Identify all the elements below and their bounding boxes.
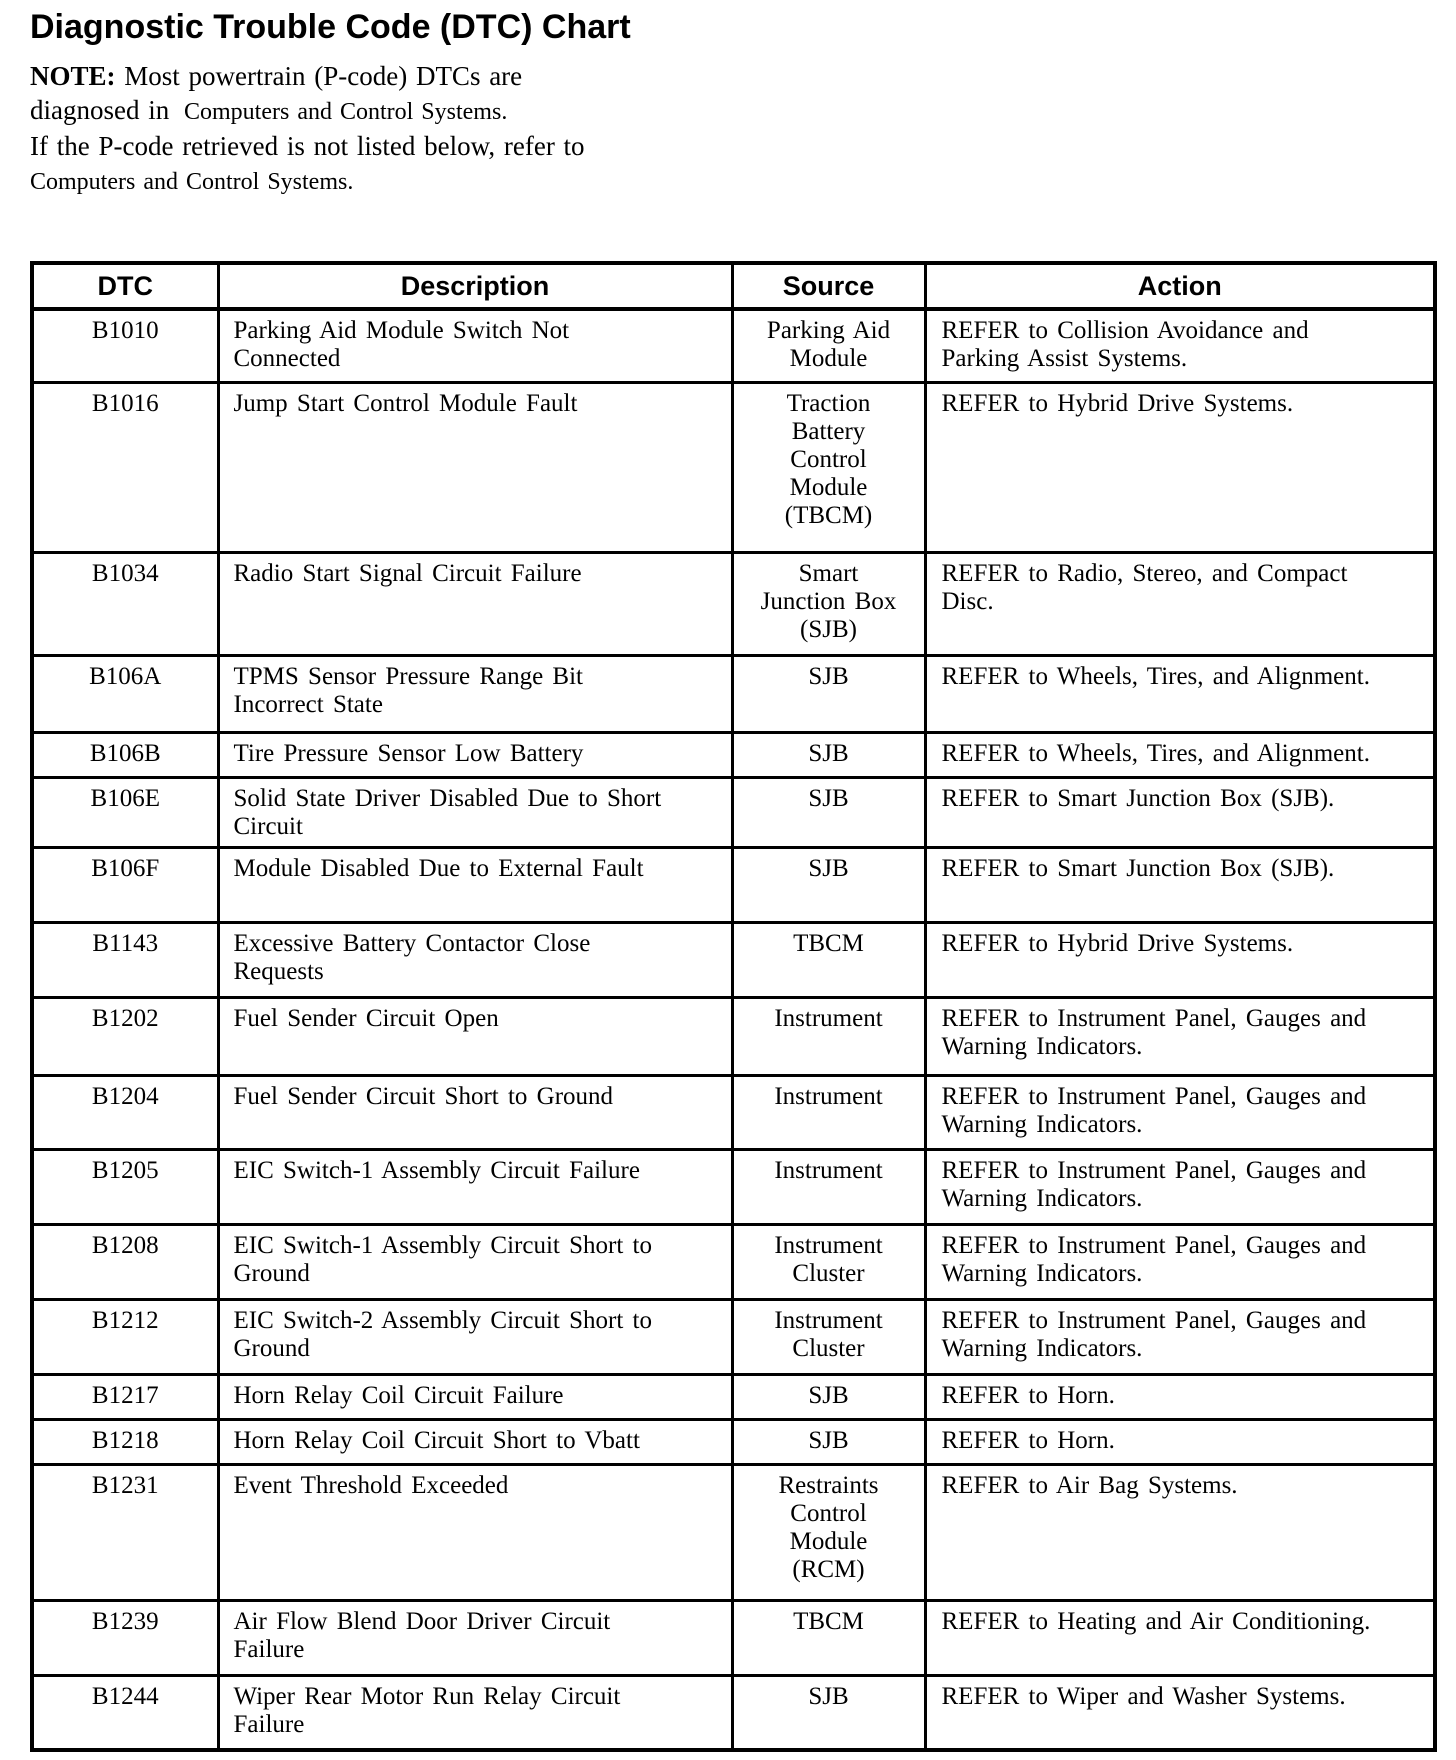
action-cell: REFER to Radio, Stereo, and Compact Disc. — [925, 552, 1435, 655]
table-row — [32, 1464, 1435, 1600]
page-title: Diagnostic Trouble Code (DTC) Chart — [30, 8, 631, 46]
dtc-cell: B1016 — [32, 382, 218, 552]
source-cell: Instrument — [732, 997, 925, 1075]
dtc-cell: B106F — [32, 847, 218, 922]
dtc-cell: B106A — [32, 655, 218, 732]
action-cell: REFER to Smart Junction Box (SJB). — [925, 777, 1435, 847]
source-cell: SJB — [732, 847, 925, 922]
action-cell: REFER to Instrument Panel, Gauges and Warning Indicators. — [925, 1299, 1435, 1374]
description-cell: Radio Start Signal Circuit Failure — [218, 552, 732, 655]
source-cell: TBCM — [732, 1600, 925, 1675]
source-cell: Smart Junction Box (SJB) — [732, 552, 925, 655]
dtc-cell: B1010 — [32, 309, 218, 382]
table-row — [32, 997, 1435, 1075]
table-row — [32, 655, 1435, 732]
dtc-cell: B1208 — [32, 1224, 218, 1299]
source-cell: SJB — [732, 655, 925, 732]
column-header-description: Description — [218, 263, 732, 309]
table-row — [32, 382, 1435, 552]
action-cell: REFER to Horn. — [925, 1374, 1435, 1419]
dtc-cell: B1202 — [32, 997, 218, 1075]
action-cell: REFER to Smart Junction Box (SJB). — [925, 847, 1435, 922]
description-cell: Fuel Sender Circuit Open — [218, 997, 732, 1075]
table-row — [32, 1374, 1435, 1419]
table-row — [32, 1675, 1435, 1750]
table-header-row — [32, 263, 1435, 309]
description-cell: TPMS Sensor Pressure Range Bit Incorrect State — [218, 655, 732, 732]
note-crossref-2: Computers and Control Systems. — [30, 169, 354, 196]
action-cell: REFER to Collision Avoidance and Parking Assist Systems. — [925, 309, 1435, 382]
action-cell: REFER to Wiper and Washer Systems. — [925, 1675, 1435, 1750]
dtc-cell: B1143 — [32, 922, 218, 997]
dtc-cell: B1204 — [32, 1075, 218, 1149]
dtc-cell: B1239 — [32, 1600, 218, 1675]
source-cell: SJB — [732, 732, 925, 777]
source-cell: SJB — [732, 777, 925, 847]
source-cell: SJB — [732, 1419, 925, 1464]
description-cell: EIC Switch-2 Assembly Circuit Short to Ground — [218, 1299, 732, 1374]
dtc-cell: B1231 — [32, 1464, 218, 1600]
table-row — [32, 552, 1435, 655]
table-body — [32, 309, 1435, 1750]
description-cell: Event Threshold Exceeded — [218, 1464, 732, 1600]
action-cell: REFER to Hybrid Drive Systems. — [925, 922, 1435, 997]
source-cell: Instrument Cluster — [732, 1224, 925, 1299]
action-cell: REFER to Hybrid Drive Systems. — [925, 382, 1435, 552]
note-line1: Most powertrain (P-code) DTCs are — [124, 61, 523, 92]
table-row — [32, 777, 1435, 847]
column-header-source: Source — [732, 263, 925, 309]
dtc-cell: B1244 — [32, 1675, 218, 1750]
note-line3: If the P-code retrieved is not listed below, refer to — [30, 131, 585, 162]
source-cell: SJB — [732, 1675, 925, 1750]
action-cell: REFER to Wheels, Tires, and Alignment. — [925, 732, 1435, 777]
dtc-cell: B106B — [32, 732, 218, 777]
note-line2-text: diagnosed in — [30, 95, 170, 126]
description-cell: EIC Switch-1 Assembly Circuit Short to Ground — [218, 1224, 732, 1299]
action-cell: REFER to Instrument Panel, Gauges and Warning Indicators. — [925, 997, 1435, 1075]
dtc-cell: B1217 — [32, 1374, 218, 1419]
description-cell: Solid State Driver Disabled Due to Short Circuit — [218, 777, 732, 847]
dtc-cell: B1218 — [32, 1419, 218, 1464]
dtc-cell: B1212 — [32, 1299, 218, 1374]
description-cell: Wiper Rear Motor Run Relay Circuit Failure — [218, 1675, 732, 1750]
action-cell: REFER to Heating and Air Conditioning. — [925, 1600, 1435, 1675]
source-cell: SJB — [732, 1374, 925, 1419]
dtc-cell: B1205 — [32, 1149, 218, 1224]
dtc-cell: B106E — [32, 777, 218, 847]
source-cell: TBCM — [732, 922, 925, 997]
action-cell: REFER to Horn. — [925, 1419, 1435, 1464]
description-cell: Module Disabled Due to External Fault — [218, 847, 732, 922]
table-row — [32, 1600, 1435, 1675]
action-cell: REFER to Instrument Panel, Gauges and Warning Indicators. — [925, 1224, 1435, 1299]
table-row — [32, 1075, 1435, 1149]
column-header-action: Action — [925, 263, 1435, 309]
action-cell: REFER to Air Bag Systems. — [925, 1464, 1435, 1600]
source-cell: Instrument Cluster — [732, 1299, 925, 1374]
column-header-dtc: DTC — [32, 263, 218, 309]
dtc-cell: B1034 — [32, 552, 218, 655]
source-cell: Parking Aid Module — [732, 309, 925, 382]
description-cell: Excessive Battery Contactor Close Requests — [218, 922, 732, 997]
action-cell: REFER to Wheels, Tires, and Alignment. — [925, 655, 1435, 732]
description-cell: Fuel Sender Circuit Short to Ground — [218, 1075, 732, 1149]
action-cell: REFER to Instrument Panel, Gauges and Warning Indicators. — [925, 1075, 1435, 1149]
table-row — [32, 847, 1435, 922]
table-row — [32, 1149, 1435, 1224]
note-crossref-1: Computers and Control Systems. — [183, 99, 508, 126]
source-cell: Instrument — [732, 1149, 925, 1224]
source-cell: Traction Battery Control Module (TBCM) — [732, 382, 925, 552]
description-cell: Jump Start Control Module Fault — [218, 382, 732, 552]
description-cell: Horn Relay Coil Circuit Failure — [218, 1374, 732, 1419]
description-cell: Horn Relay Coil Circuit Short to Vbatt — [218, 1419, 732, 1464]
table-row — [32, 922, 1435, 997]
dtc-table — [30, 261, 1437, 1752]
action-cell: REFER to Instrument Panel, Gauges and Warning Indicators. — [925, 1149, 1435, 1224]
description-cell: EIC Switch-1 Assembly Circuit Failure — [218, 1149, 732, 1224]
note-label: NOTE: — [30, 61, 116, 92]
table-row — [32, 1299, 1435, 1374]
note-paragraph — [30, 59, 1436, 199]
description-cell: Air Flow Blend Door Driver Circuit Failure — [218, 1600, 732, 1675]
table-row — [32, 309, 1435, 382]
source-cell: Instrument — [732, 1075, 925, 1149]
table-row — [32, 1224, 1435, 1299]
table-row — [32, 732, 1435, 777]
description-cell: Parking Aid Module Switch Not Connected — [218, 309, 732, 382]
source-cell: Restraints Control Module (RCM) — [732, 1464, 925, 1600]
table-row — [32, 1419, 1435, 1464]
description-cell: Tire Pressure Sensor Low Battery — [218, 732, 732, 777]
